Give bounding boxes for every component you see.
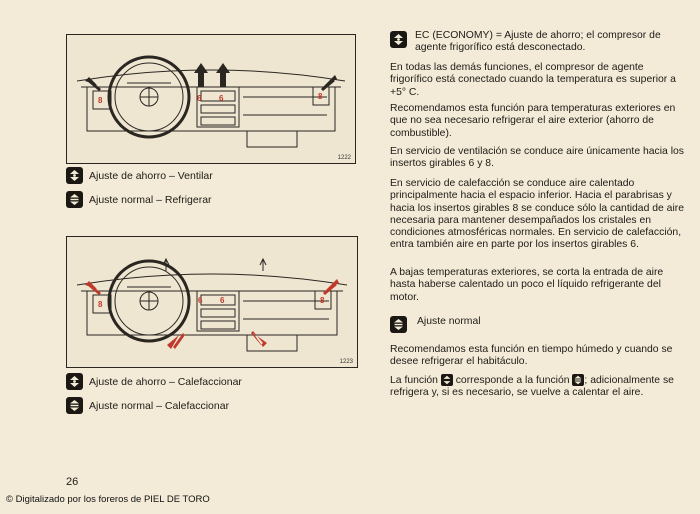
ec-definition-line: EC (ECONOMY) = Ajuste de ahorro; el compresor de: [415, 30, 661, 41]
airflow-arrow: [216, 63, 230, 87]
airflow-arrow: [251, 331, 267, 347]
text-fragment: corresponde a la función: [455, 375, 570, 386]
figure-number: 1223: [339, 359, 353, 365]
legend-text: Ajuste de ahorro – Ventilar: [89, 169, 213, 182]
normal-mode-icon: [572, 374, 584, 386]
legend-text: Ajuste normal – Refrigerar: [89, 193, 212, 206]
economy-mode-icon: [66, 167, 83, 184]
airflow-arrow: [194, 63, 208, 87]
legend-item: [66, 191, 212, 208]
figure-number: 1222: [337, 155, 351, 161]
paragraph: En todas las demás funciones, el compresor de agente frigorífico está conectado cuando la temperatura es superior a +5° C.: [390, 62, 676, 98]
normal-mode-icon: [66, 397, 83, 414]
legend-text: Ajuste de ahorro – Calefaccionar: [89, 375, 242, 388]
vent-label-right: 8: [320, 296, 325, 305]
paragraph: Recomendamos esta función para temperaturas exteriores en que no sea necesario refrigerar el aire exterior (ahorro de combustible).: [390, 103, 676, 139]
economy-mode-icon: [66, 373, 83, 390]
vent-label-center-right: 6: [219, 94, 224, 103]
legend-item: [66, 373, 242, 390]
vent-label-center-right: 6: [220, 296, 225, 305]
section-heading: Ajuste normal: [417, 316, 481, 327]
paragraph: A bajas temperaturas exteriores, se corta la entrada de aire hasta haberse calentado un poco el líquido refrigerante del motor.: [390, 267, 664, 303]
paragraph: [390, 374, 686, 400]
dashboard-illustration: [67, 35, 355, 163]
legend-item: [66, 397, 229, 414]
page-number: 26: [66, 476, 79, 488]
ec-definition: [415, 30, 686, 55]
legend-item: [66, 167, 213, 184]
legend-text: Ajuste normal – Calefaccionar: [89, 399, 230, 412]
normal-mode-icon: [390, 316, 407, 333]
vent-label-right: 8: [318, 92, 323, 101]
text-fragment: La función: [390, 375, 438, 386]
paragraph: Recomendamos esta función en tiempo húmedo y cuando se desee refrigerar el habitáculo.: [390, 344, 673, 368]
vent-label-center-left: 6: [197, 94, 202, 103]
ec-definition-line: agente frigorífico está desconectado.: [415, 42, 586, 54]
economy-mode-icon: [390, 31, 407, 48]
vent-label-left: 8: [98, 300, 103, 309]
economy-mode-icon: [441, 374, 453, 386]
vent-label-left: 8: [98, 96, 103, 105]
scan-credit: © Digitalizado por los foreros de PIEL DE TORO: [6, 494, 210, 505]
airflow-arrow-outline: [260, 259, 266, 271]
text-fragment: ; adicionalmente se refrigera y, si es necesario, se vuelve a calentar el aire.: [390, 375, 674, 399]
normal-mode-icon: [66, 191, 83, 208]
vent-label-center-left: 6: [198, 296, 203, 305]
paragraph: En servicio de ventilación se conduce aire únicamente hacia los insertos girables 6 y 8.: [390, 146, 684, 170]
paragraph: En servicio de calefacción se conduce aire calentado principalmente hacia el espacio inferior. Hacia el parabrisas y hacia los insertos girables 8 se conduce sólo la cantidad de aire necesaria para mantener desempañados los cristales en condiciones atmosféricas normales. En servicio de calefacción, entra también aire en parte por los insertos girables 6.: [390, 178, 685, 251]
dashboard-illustration: [67, 237, 357, 367]
figure-ventilation-diagram: [66, 34, 356, 164]
figure-heating-diagram: [66, 236, 358, 368]
